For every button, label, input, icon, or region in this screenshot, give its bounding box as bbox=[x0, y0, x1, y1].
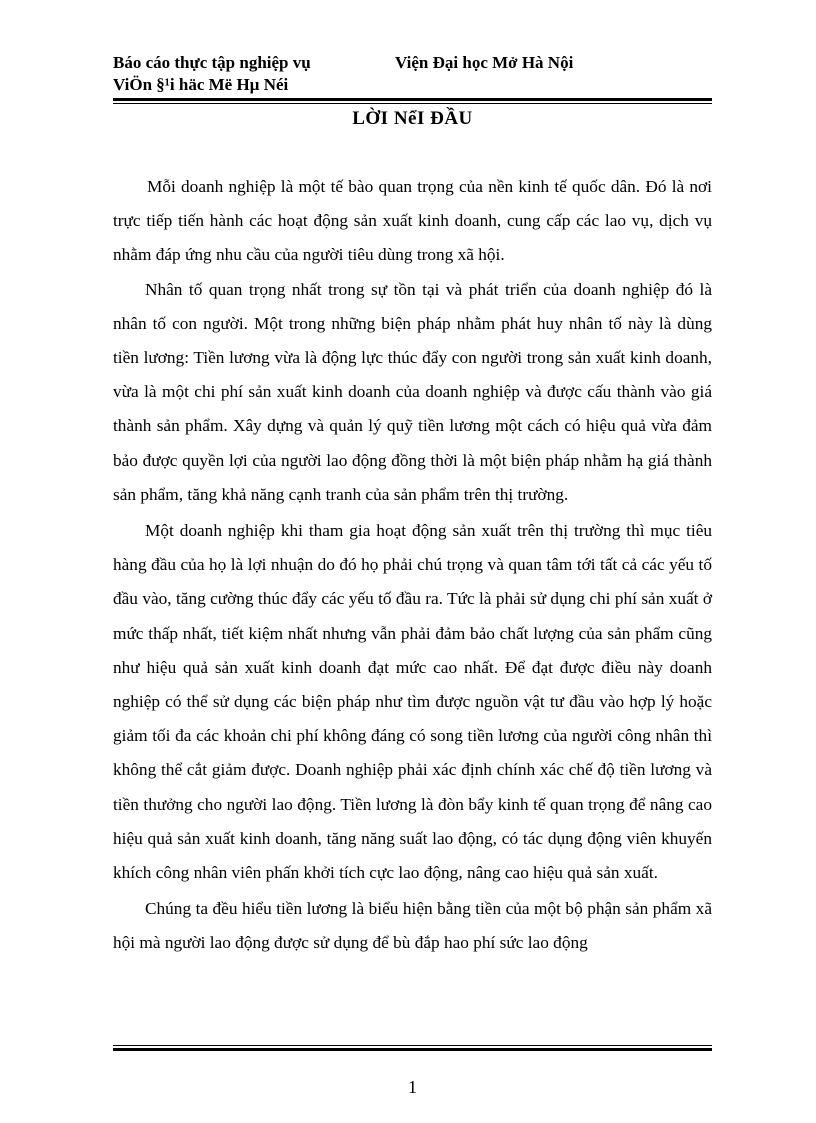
paragraph: Chúng ta đều hiểu tiền lương là biểu hiện bằng tiền của một bộ phận sản phẩm xã hội mà người lao động được sử dụng để bù đắp hao phí sức lao động bbox=[113, 899, 712, 953]
page-title: LỜI NểI ĐẦU bbox=[352, 108, 473, 129]
page-number: 1 bbox=[408, 1077, 417, 1097]
header-report-title: Báo cáo thực tập nghiệp vụ bbox=[113, 53, 311, 72]
page-header bbox=[113, 52, 713, 96]
header-institution-garbled: ViÖn §¹i häc Më Hµ Néi bbox=[113, 75, 289, 94]
footer-divider bbox=[113, 1045, 712, 1051]
document-body bbox=[113, 170, 712, 961]
paragraph: Nhân tố quan trọng nhất trong sự tồn tại và phát triển của doanh nghiệp đó là nhân tố con người. Một trong những biện pháp nhằm phát huy nhân tố này là dùng tiền lương: Tiền lương vừa là động lực thúc đẩy con người trong sản xuất kinh doanh, vừa là một chi phí sản xuất kinh doanh của doanh nghiệp và được cấu thành vào giá thành sản phẩm. Xây dựng và quản lý quỹ tiền lương một cách có hiệu quả vừa đảm bảo được quyền lợi của người lao động đồng thời là một biện pháp nhằm hạ giá thành sản phẩm, tăng khả năng cạnh tranh của sản phẩm trên thị trường. bbox=[113, 279, 712, 504]
paragraph: Một doanh nghiệp khi tham gia hoạt động sản xuất trên thị trường thì mục tiêu hàng đầu của họ là lợi nhuận do đó họ phải chú trọng và quan tâm tới tất cả các yếu tố đầu vào, tăng cường thúc đẩy các yếu tố đầu ra. Tức là phải sử dụng chi phí sản xuất ở mức thấp nhất, tiết kiệm nhất nhưng vẫn phải đảm bảo chất lượng của sản phẩm cũng như hiệu quả sản xuất kinh doanh đạt mức cao nhất. Để đạt được điều này doanh nghiệp có thể sử dụng các biện pháp như tìm được nguồn vật tư đầu vào hợp lý hoặc giảm tối đa các khoản chi phí không đáng có song tiền lương của người công nhân thì không thể cắt giảm được. Doanh nghiệp phải xác định chính xác chế độ tiền lương và tiền thưởng cho người lao động. Tiền lương là đòn bẩy kinh tế quan trọng để nâng cao hiệu quả sản xuất kinh doanh, tăng năng suất lao động, có tác dụng động viên khuyến khích công nhân viên phấn khởi tích cực lao động, nâng cao hiệu quả sản xuất. bbox=[113, 521, 712, 883]
paragraph: Mỗi doanh nghiệp là một tế bào quan trọng của nền kinh tế quốc dân. Đó là nơi trực tiếp tiến hành các hoạt động sản xuất kinh doanh, cung cấp các lao vụ, dịch vụ nhằm đáp ứng nhu cầu của người tiêu dùng trong xã hội. bbox=[113, 177, 712, 265]
header-divider bbox=[113, 98, 712, 104]
header-institution: Viện Đại học Mở Hà Nội bbox=[395, 53, 574, 72]
